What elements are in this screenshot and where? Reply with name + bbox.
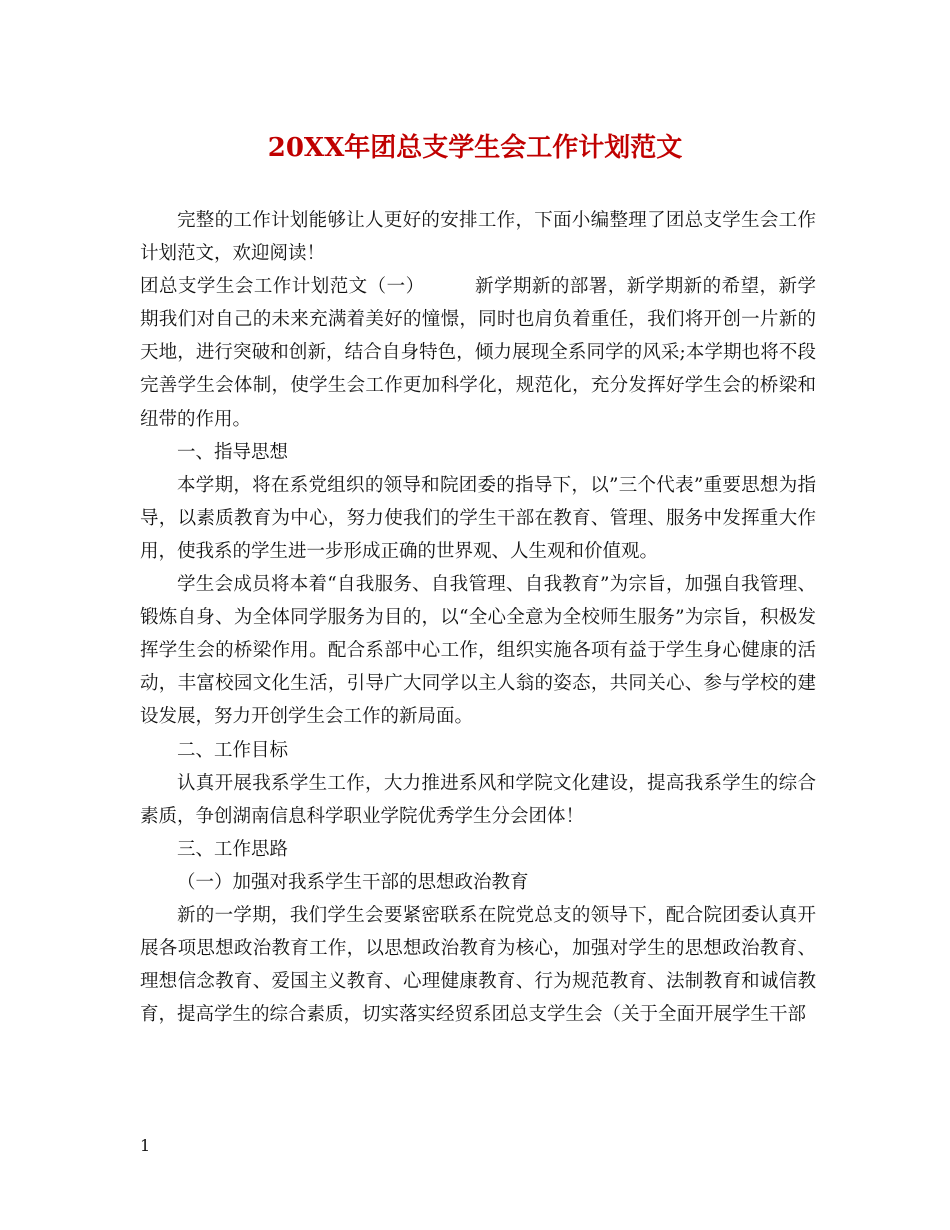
paragraph-political-education: 新的一学期，我们学生会要紧密联系在院党总支的领导下，配合院团委认真开展各项思想政治教育工作，以思想政治教育为核心，加强对学生的思想政治教育、理想信念教育、爱国主义教育、心理健康教育、行为规范教育、法制教育和诚信教育，提高学生的综合素质，切实落实经贸系团总支学生会（关于全面开展学生干部	[140, 904, 816, 1026]
heading-work-approach: 三、工作思路	[177, 838, 289, 860]
paragraph-work-goal: 认真开展我系学生工作，大力推进系风和学院文化建设，提高我系学生的综合素质，争创湖南信息科学职业学院优秀学生分会团体！	[140, 772, 816, 827]
heading-guiding-thought: 一、指导思想	[177, 441, 289, 463]
section-label: 团总支学生会工作计划范文（一）	[140, 276, 425, 298]
intro-paragraph: 完整的工作计划能够让人更好的安排工作，下面小编整理了团总支学生会工作计划范文，欢迎阅读！	[140, 210, 816, 265]
section-paragraph	[140, 270, 816, 435]
document-body	[140, 204, 816, 1031]
page-title: 20XX年团总支学生会工作计划范文	[267, 133, 683, 163]
paragraph-guiding-thought: 本学期，将在系党组织的领导和院团委的指导下，以”三个代表”重要思想为指导，以素质教育为中心，努力使我们的学生干部在教育、管理、服务中发挥重大作用，使我系的学生进一步形成正确的世界观、人生观和价值观。	[140, 474, 816, 562]
page-number: 1	[140, 1136, 151, 1155]
subheading-political-education: （一）加强对我系学生干部的思想政治教育	[177, 871, 529, 893]
section-text: 新学期新的部署，新学期新的希望，新学期我们对自己的未来充满着美好的憧憬，同时也肩负着重任，我们将开创一片新的天地，进行突破和创新，结合自身特色，倾力展现全系同学的风采;本学期也将不段完善学生会体制，使学生会工作更加科学化，规范化，充分发挥好学生会的桥梁和纽带的作用。	[140, 276, 816, 430]
heading-work-goal: 二、工作目标	[177, 739, 289, 761]
paragraph-student-union-principles: 学生会成员将本着“自我服务、自我管理、自我教育”为宗旨，加强自我管理、锻炼自身、为全体同学服务为目的，以“全心全意为全校师生服务”为宗旨，积极发挥学生会的桥梁作用。配合系部中心工作，组织实施各项有益于学生身心健康的活动，丰富校园文化生活，引导广大同学以主人翁的姿态，共同关心、参与学校的建设发展，努力开创学生会工作的新局面。	[140, 574, 816, 728]
